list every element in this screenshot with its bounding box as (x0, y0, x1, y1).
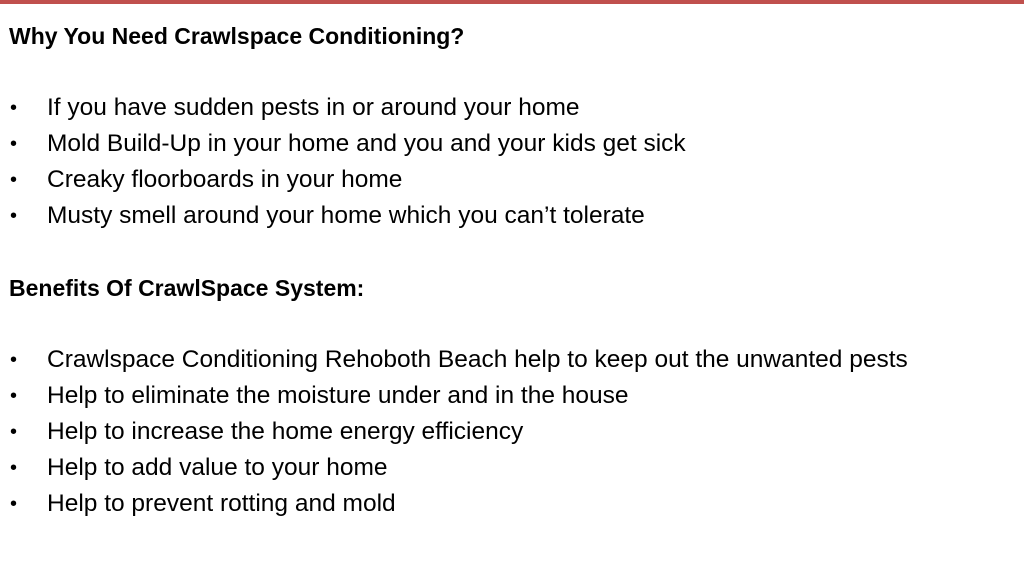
bullet-icon: • (10, 169, 18, 191)
bullet-icon: • (10, 349, 18, 371)
bullet-icon: • (10, 493, 18, 515)
list-item (9, 90, 1019, 126)
list-item (9, 450, 1019, 486)
top-accent-rule (0, 0, 1024, 4)
spacer (9, 234, 1019, 270)
list-item-text: Mold Build-Up in your home and you and your kids get sick (47, 130, 686, 157)
spacer (9, 54, 1019, 90)
list-item (9, 414, 1019, 450)
list-item (9, 486, 1019, 522)
list-item-text: Crawlspace Conditioning Rehoboth Beach help to keep out the unwanted pests (47, 346, 908, 373)
list-item-text: Help to add value to your home (47, 454, 388, 481)
slide-content (9, 18, 1019, 522)
list-item-text: Musty smell around your home which you can’t tolerate (47, 202, 645, 229)
section-heading-why: Why You Need Crawlspace Conditioning? (9, 23, 465, 49)
list-item-text: Help to increase the home energy efficiency (47, 418, 524, 445)
bullet-icon: • (10, 205, 18, 227)
benefits-list (9, 342, 1019, 522)
bullet-icon: • (10, 457, 18, 479)
list-item-text: If you have sudden pests in or around your home (47, 94, 580, 121)
why-list (9, 90, 1019, 234)
list-item (9, 342, 1019, 378)
bullet-icon: • (10, 421, 18, 443)
list-item (9, 378, 1019, 414)
list-item-text: Help to prevent rotting and mold (47, 490, 396, 517)
list-item-text: Help to eliminate the moisture under and in the house (47, 382, 629, 409)
list-item (9, 198, 1019, 234)
bullet-icon: • (10, 97, 18, 119)
spacer (9, 306, 1019, 342)
list-item (9, 162, 1019, 198)
list-item-text: Creaky floorboards in your home (47, 166, 403, 193)
list-item (9, 126, 1019, 162)
bullet-icon: • (10, 385, 18, 407)
bullet-icon: • (10, 133, 18, 155)
section-heading-benefits: Benefits Of CrawlSpace System: (9, 275, 365, 301)
